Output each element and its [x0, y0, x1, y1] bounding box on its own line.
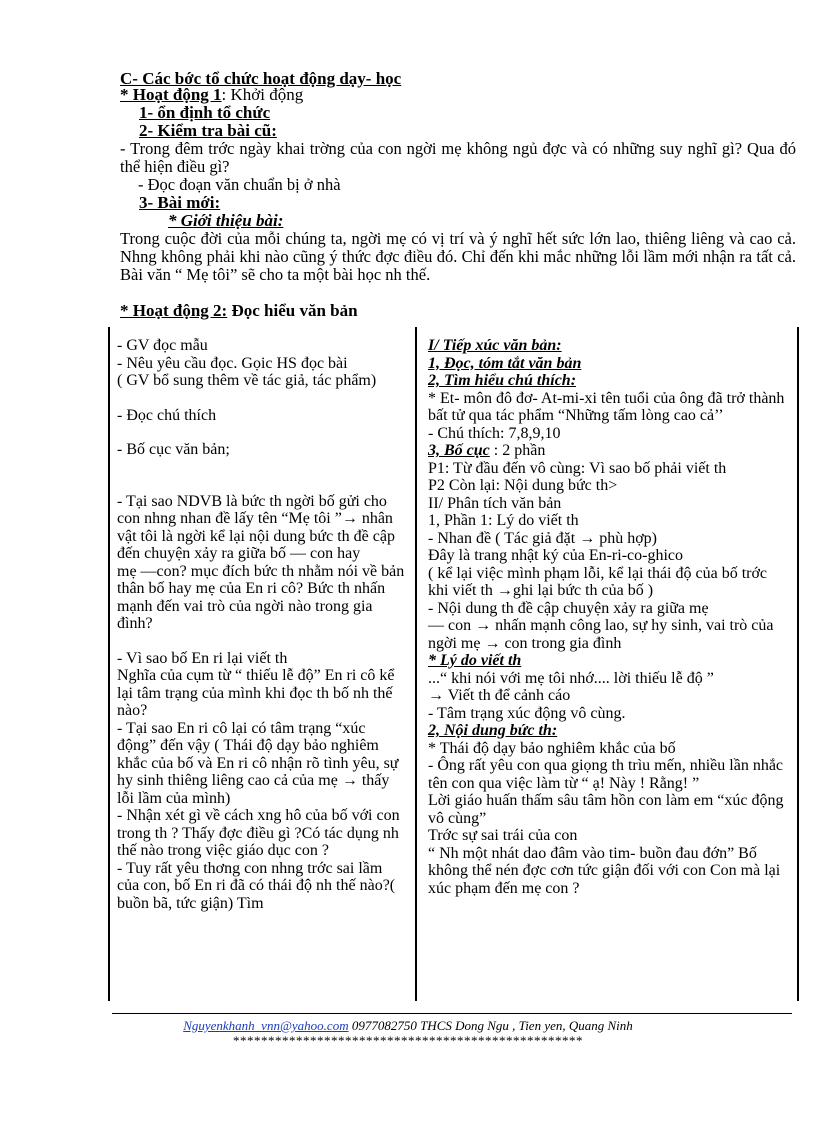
right-line: 1, Phần 1: Lý do viết th — [428, 512, 579, 529]
left-line: - Đọc chú thích — [117, 406, 217, 424]
right-line: Trớc sự sai trái của con — [428, 827, 578, 844]
right-line: ( kể lại việc mình phạm lỗi, kể lại thái độ của bố trớc khi viết th →ghi lại bức th của bố ) — [428, 564, 768, 599]
right-line: 3, Bố cục : 2 phần — [428, 442, 546, 459]
footer-stars: ************************************************** — [233, 1033, 583, 1048]
step-3 — [139, 194, 220, 212]
review-task: - Đọc đoạn văn chuẩn bị ở nhà — [138, 175, 341, 194]
right-line: - Tâm trạng xúc động vô cùng. — [428, 704, 626, 722]
left-line: - Tại sao En ri cô lại có tâm trạng “xúc động” đến vậy ( Thái độ dạy bảo nghiêm khắc của bố và En ri cô nhận rõ tình yêu, sự hy sinh thiêng liêng cao cả của mẹ → thấy lỗi lầm của mình) — [117, 719, 399, 807]
right-heading: 1, Đọc, tóm tắt văn bản — [428, 354, 582, 372]
arrow-icon: → — [475, 617, 492, 634]
activity-1-label: * Hoạt động 1 — [120, 85, 222, 104]
right-line: “ Nh một nhát dao đâm vào tim- buồn đau đớn” Bố không thể nén đợc cơn tức giận đối với con Con mà lại xúc phạm đến mẹ con ? — [428, 844, 781, 897]
activity-2-heading — [120, 302, 358, 320]
footer — [0, 1018, 816, 1034]
left-line: - Tại sao NDVB là bức th ngời bố gửi cho con nhng nhan đề lấy tên “Mẹ tôi ”→ nhân vật tôi là ngời kể lại nội dung bức th đề cập đến chuyện xảy ra giữa bố — con hay — [117, 492, 395, 562]
left-line: mẹ —con? mục đích bức th nhằm nói về bản thân bố hay mẹ của En ri cô? Bức th nhấn mạnh đến vai trò của ngời nào trong gia đình? — [117, 562, 405, 632]
step-1 — [139, 104, 270, 122]
review-question: - Trong đêm trớc ngày khai trờng của con ngời mẹ không ngủ đợc và có những suy nghĩ gì? Qua đó thể hiện điều gì? — [120, 139, 796, 176]
lesson-table — [108, 327, 799, 1001]
footer-rule — [112, 1013, 792, 1014]
intro-heading — [168, 212, 283, 230]
right-line: - Nội dung th đề cập chuyện xảy ra giữa mẹ — [428, 599, 709, 617]
footer-contact: 0977082750 THCS Dong Ngu , Tien yen, Quang Ninh — [348, 1018, 633, 1033]
left-line: ( GV bổ sung thêm về tác giả, tác phẩm) — [117, 372, 377, 389]
right-line: P1: Từ đầu đến vô cùng: Vì sao bố phải viết th — [428, 459, 727, 477]
right-heading: I/ Tiếp xúc văn bản: — [428, 337, 562, 354]
right-line: Lời giáo huấn thấm sâu tâm hồn con làm em “xúc động vô cùng” — [428, 792, 784, 827]
section-title: C- Các bớc tổ chức hoạt động dạy- học — [120, 69, 402, 88]
left-line: - Vì sao bố En ri lại viết th — [117, 649, 288, 667]
right-line: * Thái độ dạy bảo nghiêm khắc của bố — [428, 739, 676, 757]
content-column — [428, 337, 790, 897]
activity-2-label: * Hoạt động 2: — [120, 301, 228, 320]
step-1-label: 1- ổn định tổ chức — [139, 103, 271, 122]
left-line: - Nhận xét gì về cách xng hô của bố với con trong th ? Thấy đợc điều gì ?Có tác dụng nh thế nào trong việc giáo dục con ? — [117, 807, 400, 859]
right-heading: 2, Nội dung bức th: — [428, 722, 558, 739]
left-line: - Bố cục văn bản; — [117, 441, 230, 458]
right-heading: 2, Tìm hiểu chú thích: — [428, 372, 577, 389]
arrow-icon: → — [484, 634, 501, 652]
arrow-icon: → — [496, 582, 513, 599]
activity-1-title: : Khởi động — [221, 85, 304, 104]
activity-1-heading — [120, 86, 303, 104]
arrow-icon: → — [341, 772, 358, 789]
step-2-label: 2- Kiểm tra bài cũ: — [139, 121, 277, 140]
arrow-icon: → — [428, 687, 444, 704]
arrow-icon: → — [579, 529, 596, 547]
activity-2-title: Đọc hiểu văn bản — [227, 301, 358, 320]
right-line: → Viết th để cảnh cáo — [428, 687, 571, 704]
left-line: - Tuy rất yêu thơng con nhng trớc sai lầm của con, bố En ri đã có thái độ nh thế nào?( buồn bã, tức giận) Tìm — [117, 859, 396, 912]
intro-heading-label: * Giới thiệu bài: — [168, 211, 284, 230]
left-line: - GV đọc mẫu — [117, 337, 208, 354]
teacher-activities-column — [117, 337, 407, 912]
right-line: — con → nhấn mạnh công lao, sự hy sinh, vai trò của ngời mẹ → con trong gia đình — [428, 617, 774, 652]
step-3-label: 3- Bài mới: — [139, 193, 221, 212]
column-divider — [415, 327, 417, 1001]
right-line: - Nhan đề ( Tác giả đặt → phù hợp) — [428, 529, 657, 547]
left-line: - Nêu yêu cầu đọc. Gọic HS đọc bài — [117, 354, 348, 372]
right-line: ...“ khi nói với mẹ tôi nhớ.... lời thiếu lễ độ ” — [428, 669, 714, 687]
right-line: * Et- môn đô đơ- At-mi-xi tên tuổi của ông đã trở thành bất tử qua tác phẩm “Những tấm lòng cao cả’’ — [428, 389, 785, 424]
intro-paragraph: Trong cuộc đời của mỗi chúng ta, ngời mẹ có vị trí và ý nghĩ hết sức lớn lao, thiêng liêng và cao cả. Nhng không phải khi nào cũng ý thức đợc điều đó. Chỉ đến khi mắc những lỗi lầm mới nhận ra tất cả. Bài văn “ Mẹ tôi” sẽ cho ta một bài học nh thế. — [120, 229, 796, 284]
arrow-icon: → — [341, 510, 358, 527]
right-line: Đây là trang nhật ký của En-ri-co-ghico — [428, 547, 684, 564]
right-line: - Ông rất yêu con qua giọng th trìu mến, nhiều lần nhắc tên con qua việc làm từ “ ạ! Này ! Rằng! ” — [428, 757, 784, 792]
footer-email-link[interactable]: Nguyenkhanh_vnn@yahoo.com — [183, 1018, 349, 1033]
right-heading: * Lý do viết th — [428, 652, 522, 669]
right-line: II/ Phân tích văn bản — [428, 494, 562, 512]
right-line: - Chú thích: 7,8,9,10 — [428, 424, 561, 442]
right-line: P2 Còn lại: Nội dung bức th> — [428, 477, 618, 494]
step-2 — [139, 122, 277, 140]
left-line: Nghĩa của cụm từ “ thiếu lễ độ” En ri cô kể lại tâm trạng của mình khi đọc th bố nh thế nào? — [117, 667, 395, 719]
